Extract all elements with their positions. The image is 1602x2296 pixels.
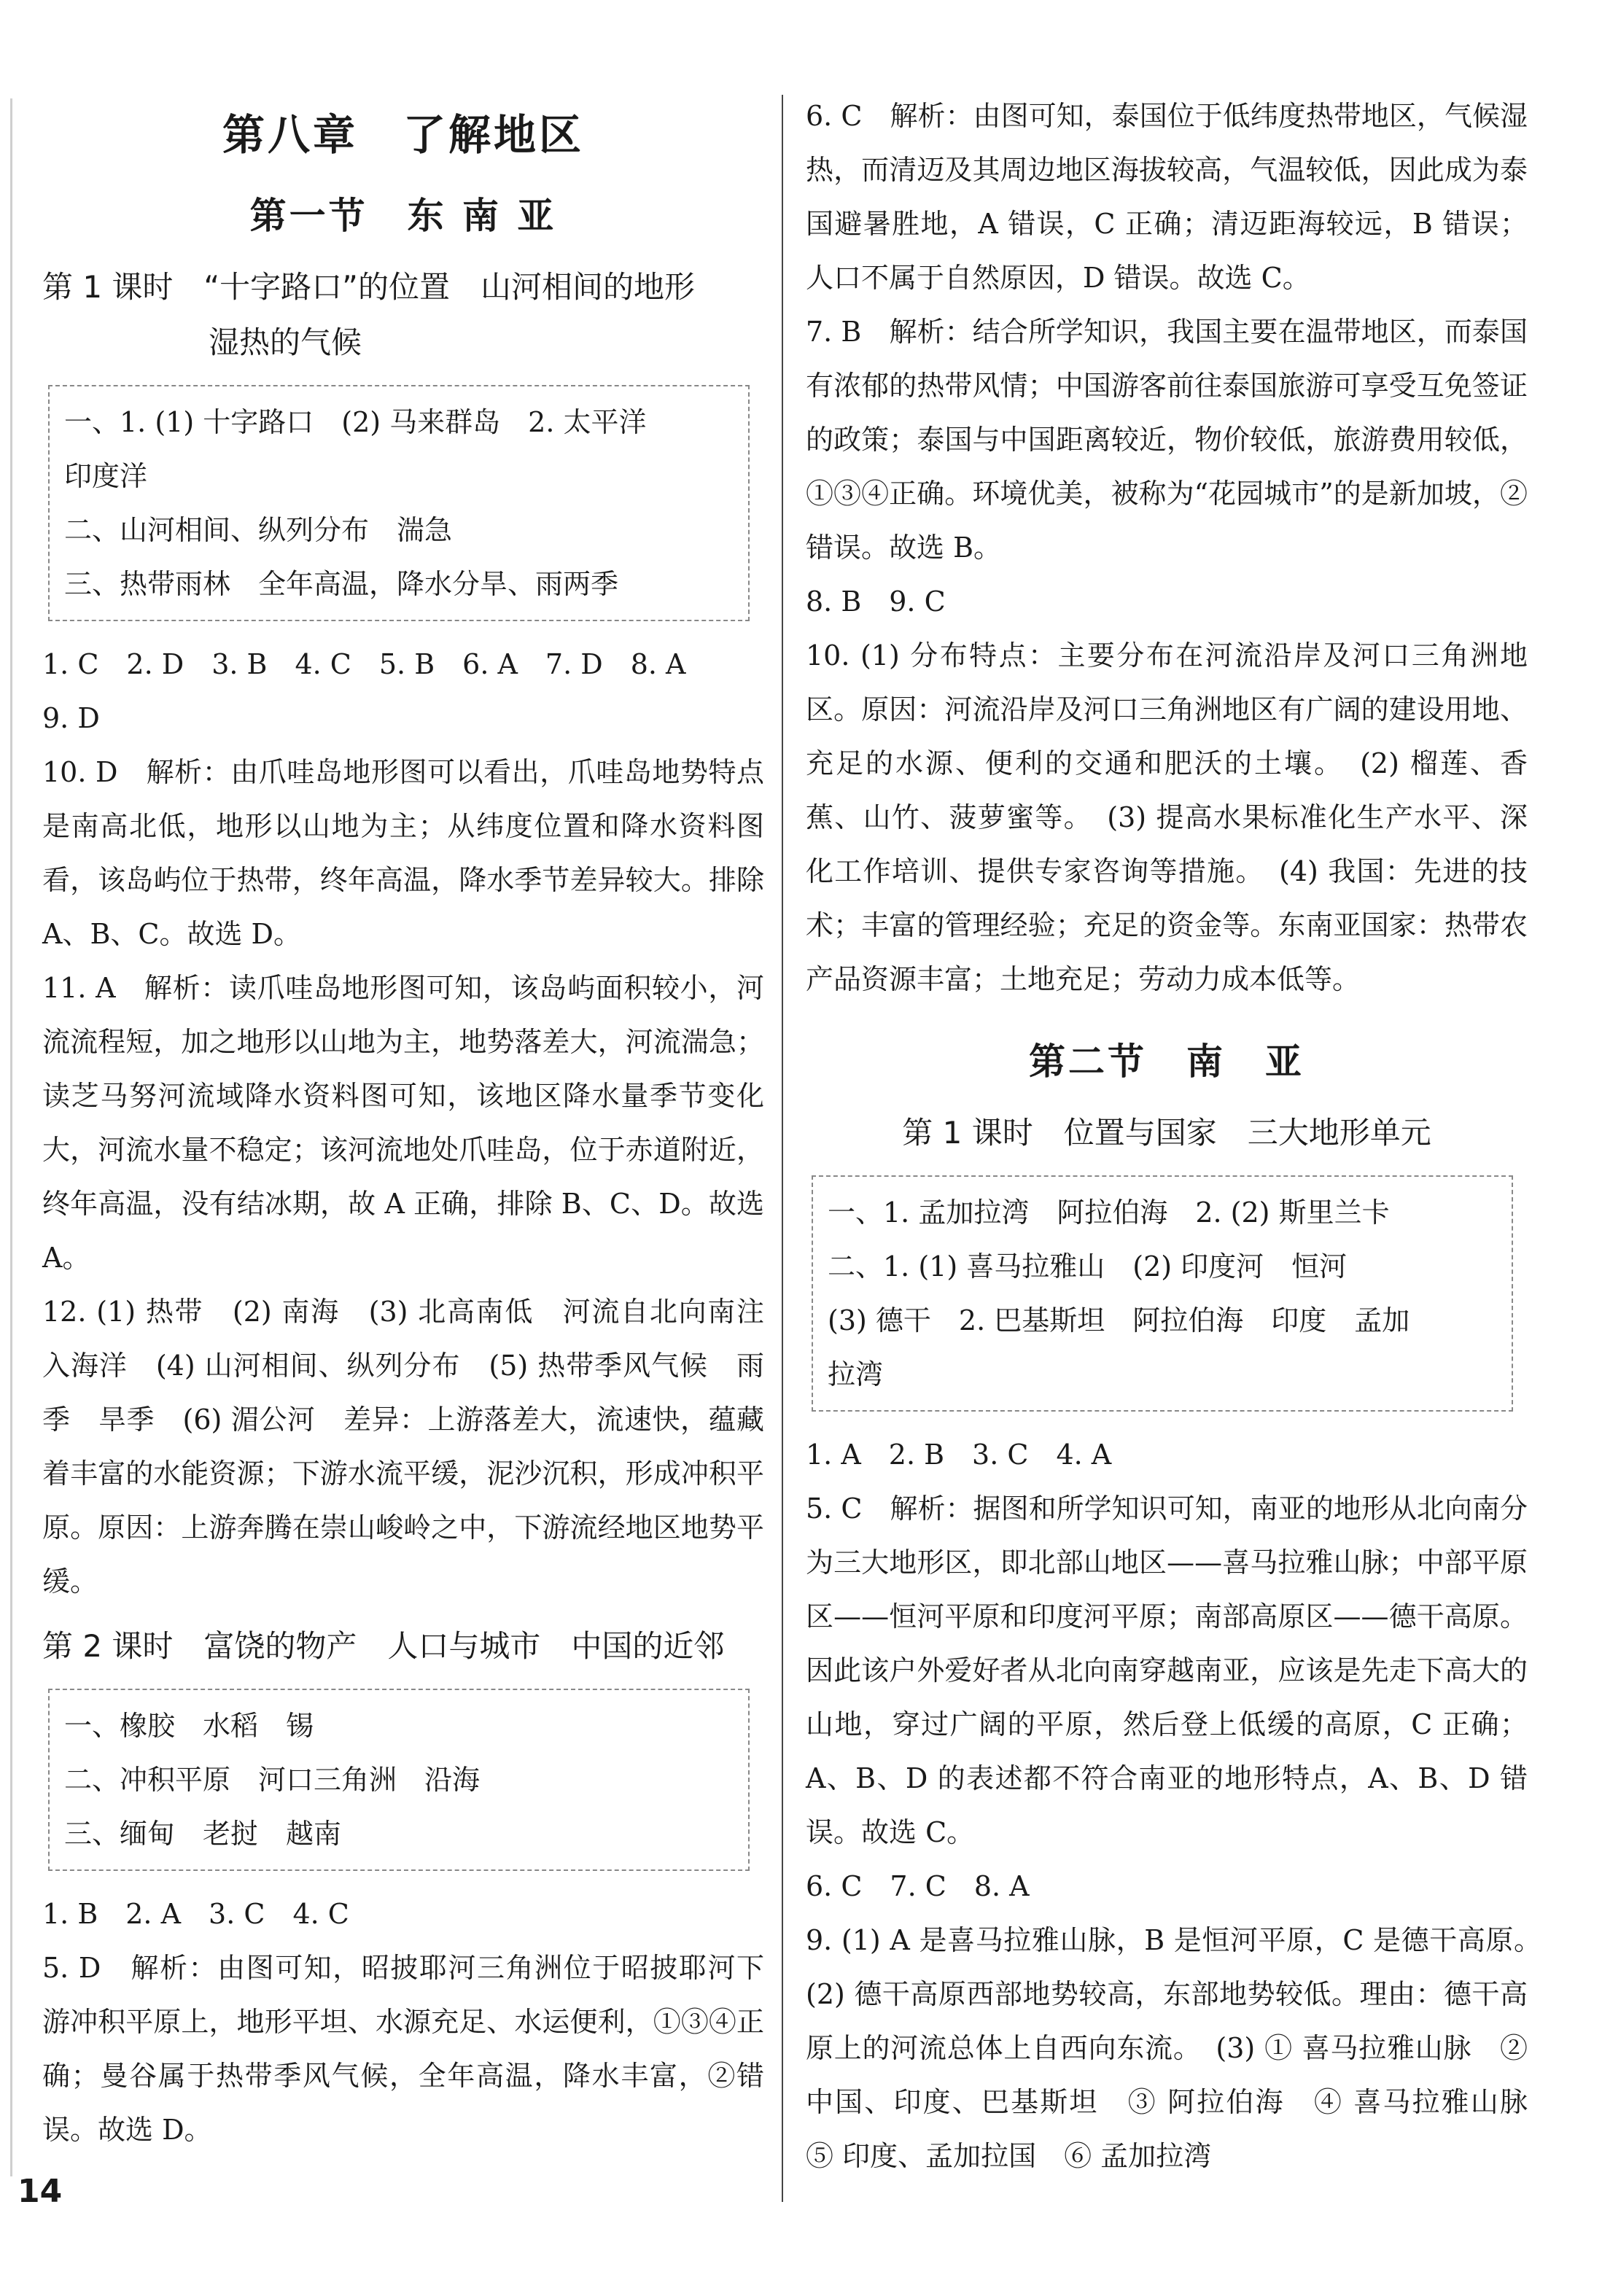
right-column bbox=[806, 89, 1556, 2183]
section-title-southeast-asia: 第一节 东 南 亚 bbox=[249, 195, 557, 237]
box-line: (3) 德干 2. 巴基斯坦 阿拉伯海 印度 孟加 bbox=[828, 1304, 1410, 1336]
answer-box-2 bbox=[48, 1689, 750, 1871]
answer-item: 10. (1) 分布特点：主要分布在河流沿岸及河口三角洲地区。原因：河流沿岸及河口三角洲地区有广阔的建设用地、充足的水源、便利的交通和肥沃的土壤。 (2) 榴莲、香蕉、山竹、菠萝蜜等。 (3) 提高水果标准化生产水平、深化工作培训、提供专家咨询等措施。 (4) 我国：先进的技术；丰富的管理经验；充足的资金等。东南亚国家：热带农产品资源丰富；土地充足；劳动力成本低等。 bbox=[806, 639, 1528, 995]
answer-item: 5. D 解析：由图可知，昭披耶河三角洲位于昭披耶河下游冲积平原上，地形平坦、水源充足、水运便利，①③④正确；曼谷属于热带季风气候，全年高温，降水丰富，②错误。故选 D。 bbox=[42, 1952, 764, 2146]
box-line: 印度洋 bbox=[64, 460, 148, 492]
lesson-title-2: 第 2 课时 富饶的物产 人口与城市 中国的近邻 bbox=[42, 1628, 725, 1664]
answer-item: 8. B 9. C bbox=[806, 585, 946, 618]
answer-item: 1. B 2. A 3. C 4. C bbox=[42, 1898, 349, 1930]
answer-box-1 bbox=[48, 385, 750, 621]
answer-item: 6. C 7. C 8. A bbox=[806, 1870, 1030, 1902]
answer-item: 7. B 解析：结合所学知识，我国主要在温带地区，而泰国有浓郁的热带风情；中国游客前往泰国旅游可享受互免签证的政策；泰国与中国距离较近，物价较低，旅游费用较低，①③④正确。环境优美，被称为“花园城市”的是新加坡，②错误。故选 B。 bbox=[806, 316, 1528, 564]
column-divider bbox=[782, 95, 783, 2202]
chapter-title: 第八章 了解地区 bbox=[222, 110, 584, 160]
box-line: 三、缅甸 老挝 越南 bbox=[64, 1818, 342, 1850]
left-column bbox=[42, 86, 764, 2157]
answer-item: 10. D 解析：由爪哇岛地形图可以看出，爪哇岛地势特点是南高北低，地形以山地为主；从纬度位置和降水资料图看，该岛屿位于热带，终年高温，降水季节差异较大。排除 A、B、C。故选 D。 bbox=[42, 756, 764, 950]
lesson-title-3: 第 1 课时 位置与国家 三大地形单元 bbox=[902, 1115, 1431, 1151]
box-line: 二、冲积平原 河口三角洲 沿海 bbox=[64, 1764, 481, 1796]
box-line: 三、热带雨林 全年高温，降水分旱、雨两季 bbox=[64, 568, 619, 600]
lesson-title-1-line1: 第 1 课时 “十字路口”的位置 山河相间的地形 bbox=[42, 269, 695, 305]
answer-box-3 bbox=[812, 1175, 1513, 1412]
box-line: 二、1. (1) 喜马拉雅山 (2) 印度河 恒河 bbox=[828, 1250, 1348, 1283]
box-line: 拉湾 bbox=[828, 1358, 884, 1390]
answer-item: 1. C 2. D 3. B 4. C 5. B 6. A 7. D 8. A bbox=[42, 648, 686, 680]
box-line: 一、1. (1) 十字路口 (2) 马来群岛 2. 太平洋 bbox=[64, 406, 647, 438]
lesson-title-1-line2: 湿热的气候 bbox=[209, 324, 362, 360]
box-line: 一、1. 孟加拉湾 阿拉伯海 2. (2) 斯里兰卡 bbox=[828, 1196, 1390, 1229]
answer-item: 1. A 2. B 3. C 4. A bbox=[806, 1439, 1112, 1471]
lesson-title-1 bbox=[42, 260, 764, 370]
box-line: 一、橡胶 水稻 锡 bbox=[64, 1710, 314, 1742]
answer-item: 9. (1) A 是喜马拉雅山脉，B 是恒河平原，C 是德干高原。 (2) 德干高原西部地势较高，东部地势较低。理由：德干高原上的河流总体上自西向东流。 (3) ① 喜马拉雅山脉 ② 中国、印度、巴基斯坦 ③ 阿拉伯海 ④ 喜马拉雅山脉 ⑤ 印度、孟加拉国 ⑥ 孟加拉湾 bbox=[806, 1924, 1556, 2172]
section-title-south-asia: 第二节 南 亚 bbox=[1029, 1040, 1304, 1083]
page-number: 14 bbox=[18, 2173, 63, 2210]
answer-item: 6. C 解析：由图可知，泰国位于低纬度热带地区，气候湿热，而清迈及其周边地区海拔较高，气温较低，因此成为泰国避暑胜地，A 错误，C 正确；清迈距海较远，B 错误；人口不属于自然原因，D 错误。故选 C。 bbox=[806, 100, 1528, 294]
answer-item: 5. C 解析：据图和所学知识可知，南亚的地形从北向南分为三大地形区，即北部山地区——喜马拉雅山脉；中部平原区——恒河平原和印度河平原；南部高原区——德干高原。因此该户外爱好者从北向南穿越南亚，应该是先走下高大的山地，穿过广阔的平原，然后登上低缓的高原，C 正确；A、B、D 的表述都不符合南亚的地形特点，A、B、D 错误。故选 C。 bbox=[806, 1493, 1528, 1848]
answer-item: 9. D bbox=[42, 702, 100, 734]
binding-edge-line bbox=[10, 98, 12, 2176]
box-line: 二、山河相间、纵列分布 湍急 bbox=[64, 514, 453, 546]
answer-item: 11. A 解析：读爪哇岛地形图可知，该岛屿面积较小，河流流程短，加之地形以山地为主，地势落差大，河流湍急；读芝马努河流域降水资料图可知，该地区降水量季节变化大，河流水量不稳定；该河流地处爪哇岛，位于赤道附近，终年高温，没有结冰期，故 A 正确，排除 B、C、D。故选 A。 bbox=[42, 972, 764, 1274]
answer-item: 12. (1) 热带 (2) 南海 (3) 北高南低 河流自北向南注入海洋 (4) 山河相间、纵列分布 (5) 热带季风气候 雨季 旱季 (6) 湄公河 差异：上游落差大，流速快，蕴藏着丰富的水能资源；下游水流平缓，泥沙沉积，形成冲积平原。原因：上游奔腾在崇山峻岭之中，下游流经地区地势平缓。 bbox=[42, 1296, 764, 1598]
